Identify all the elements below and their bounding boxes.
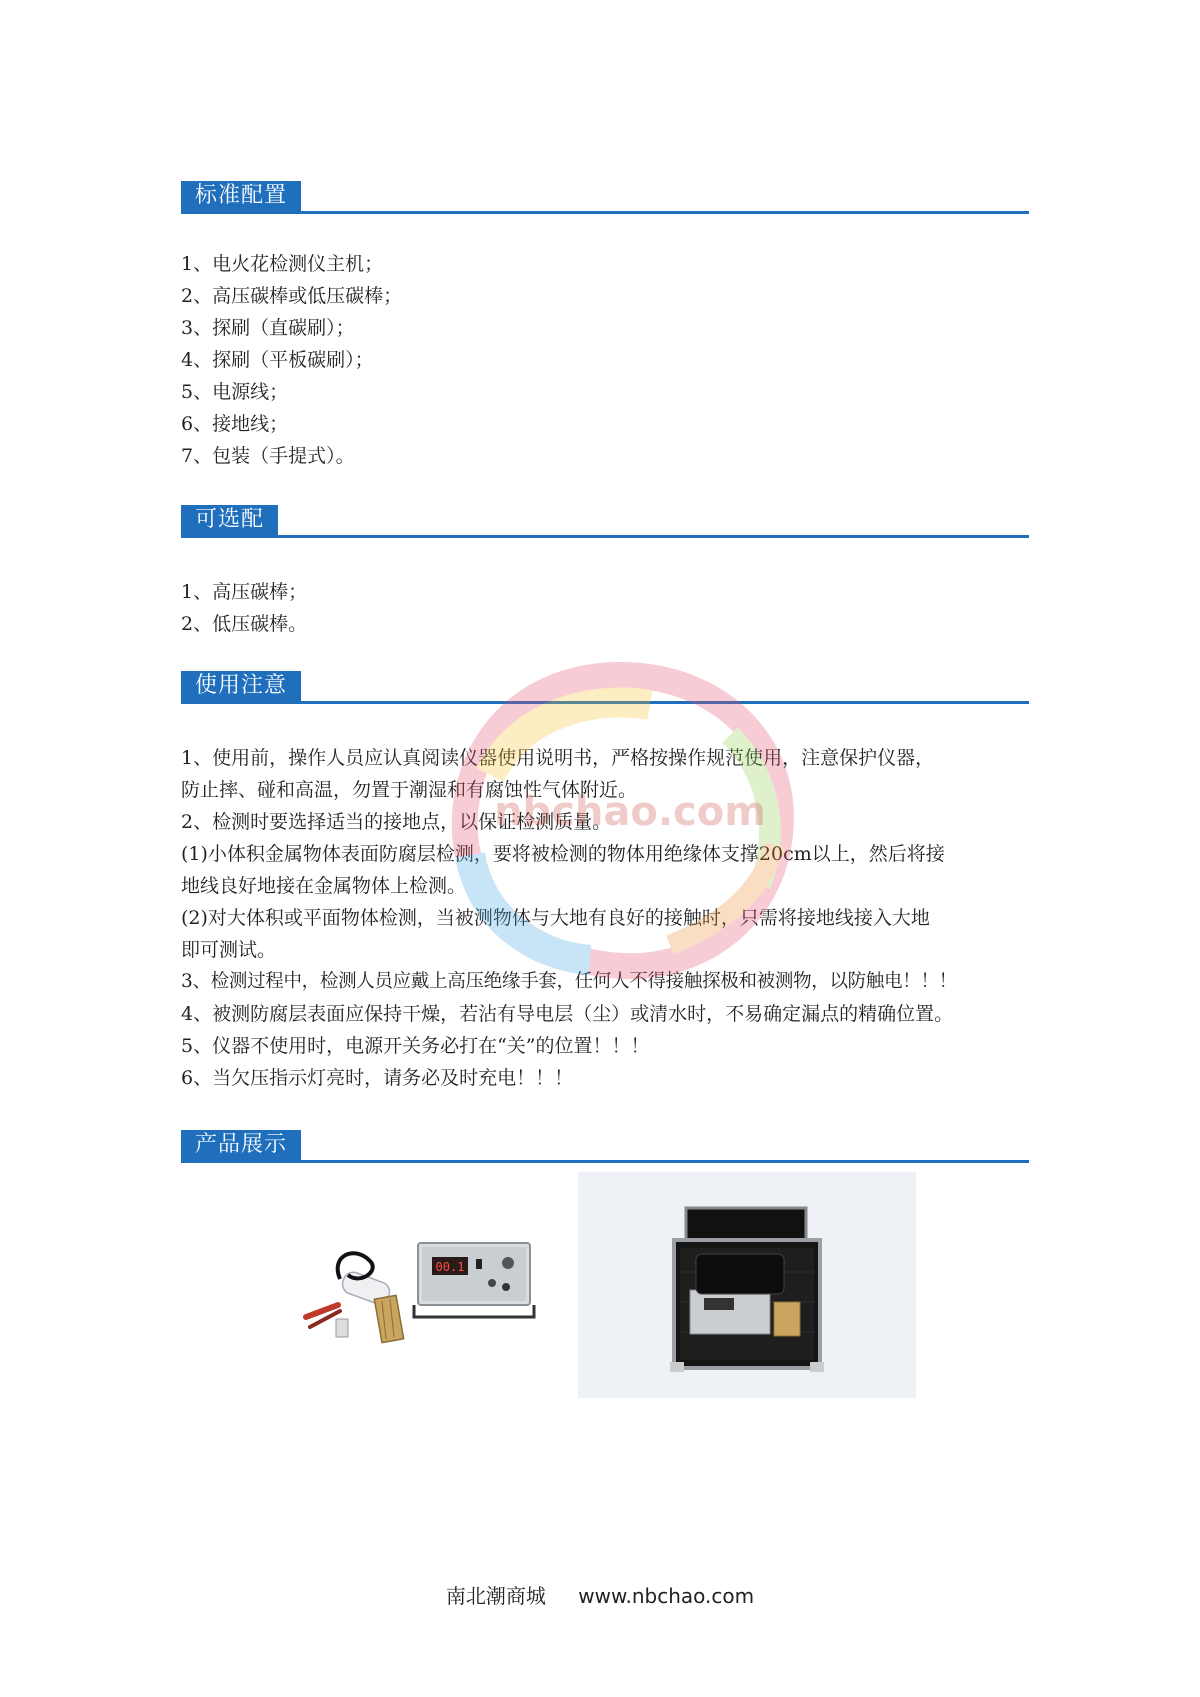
note-line: 5、仪器不使用时，电源开关务必打在“关”的位置！！！ bbox=[181, 1035, 650, 1057]
list-item: 1、电火花检测仪主机； bbox=[181, 253, 384, 275]
note-line: 地线良好地接在金属物体上检测。 bbox=[181, 875, 467, 897]
note-line: 3、检测过程中，检测人员应戴上高压绝缘手套，任何人不得接触探极和被测物，以防触电！！！ bbox=[181, 971, 957, 992]
section-title: 可选配 bbox=[181, 505, 278, 535]
watermark-text: nbchao.com bbox=[494, 789, 766, 835]
usage-notes-body bbox=[181, 742, 1029, 1094]
page-footer bbox=[0, 1580, 1200, 1609]
note-line: (1)小体积金属物体表面防腐层检测，要将被检测的物体用绝缘体支撑20cm以上，然后将接 bbox=[181, 843, 945, 865]
note-line: 防止摔、碰和高温，勿置于潮湿和有腐蚀性气体附近。 bbox=[181, 779, 638, 801]
section-title: 产品展示 bbox=[181, 1130, 301, 1160]
note-line: 1、使用前，操作人员应认真阅读仪器使用说明书，严格按操作规范使用，注意保护仪器， bbox=[181, 747, 935, 769]
list-item: 3、探刷（直碳刷）； bbox=[181, 317, 355, 339]
section-rule bbox=[181, 701, 1029, 704]
product-photo-detector bbox=[300, 1235, 540, 1350]
list-item: 2、低压碳棒。 bbox=[181, 613, 308, 635]
note-line: 即可测试。 bbox=[181, 939, 277, 961]
section-header bbox=[181, 505, 1029, 537]
section-rule bbox=[181, 211, 1029, 214]
device-display-readout: 00.1 bbox=[435, 1260, 465, 1274]
note-line: 6、当欠压指示灯亮时，请务必及时充电！！！ bbox=[181, 1067, 574, 1089]
list-item: 5、电源线； bbox=[181, 381, 289, 403]
section-header bbox=[181, 181, 1029, 213]
case-illustration bbox=[578, 1172, 916, 1398]
section-title: 使用注意 bbox=[181, 671, 301, 701]
optional-list bbox=[181, 576, 1029, 640]
note-line: 4、被测防腐层表面应保持干燥，若沾有导电层（尘）或清水时，不易确定漏点的精确位置。 bbox=[181, 1003, 954, 1025]
section-standard-config bbox=[181, 181, 1029, 472]
list-item: 2、高压碳棒或低压碳棒； bbox=[181, 285, 403, 307]
section-products bbox=[181, 1130, 1029, 1162]
list-item: 7、包装（手提式）。 bbox=[181, 445, 355, 467]
section-header bbox=[181, 671, 1029, 703]
section-title: 标准配置 bbox=[181, 181, 301, 211]
footer-url[interactable]: www.nbchao.com bbox=[578, 1584, 755, 1608]
section-rule bbox=[181, 535, 1029, 538]
product-photo-case bbox=[578, 1172, 916, 1398]
list-item: 6、接地线； bbox=[181, 413, 289, 435]
section-rule bbox=[181, 1160, 1029, 1163]
list-item: 4、探刷（平板碳刷）； bbox=[181, 349, 374, 371]
list-item: 1、高压碳棒； bbox=[181, 581, 308, 603]
section-header bbox=[181, 1130, 1029, 1162]
note-line: (2)对大体积或平面物体检测，当被测物体与大地有良好的接触时，只需将接地线接入大地 bbox=[181, 907, 930, 929]
footer-site-name: 南北潮商城 bbox=[445, 1584, 546, 1608]
section-usage-notes bbox=[181, 671, 1029, 1094]
note-line: 2、检测时要选择适当的接地点，以保证检测质量。 bbox=[181, 811, 612, 833]
standard-config-list bbox=[181, 248, 1029, 472]
section-optional bbox=[181, 505, 1029, 640]
